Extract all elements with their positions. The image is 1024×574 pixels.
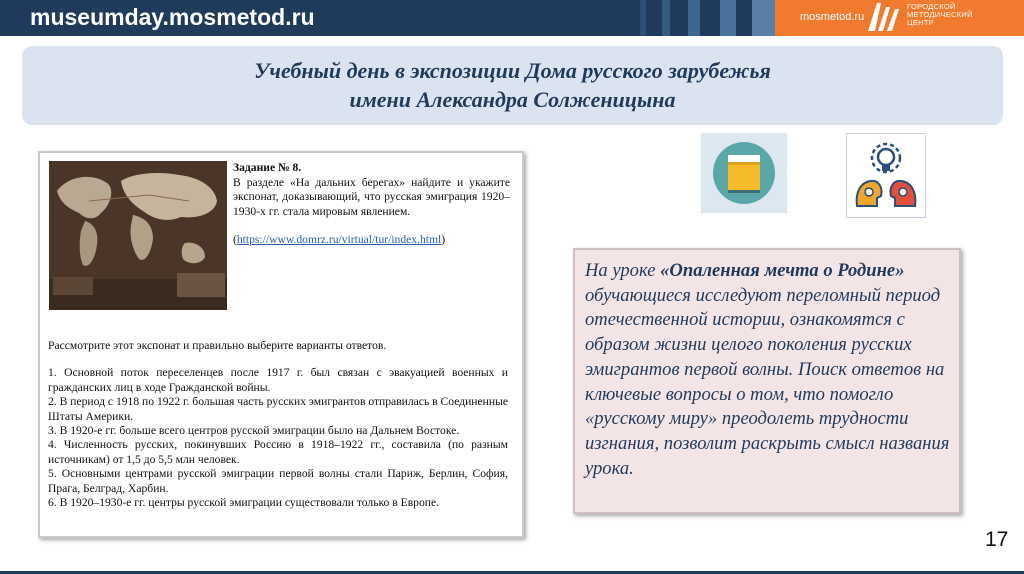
site-title[interactable]: museumday.mosmetod.ru <box>30 4 315 30</box>
question-list <box>48 339 508 510</box>
lesson-note-box <box>573 248 961 514</box>
book-icon <box>701 133 787 213</box>
mosmetod-link[interactable]: mosmetod.ru <box>800 11 865 23</box>
task-body: В разделе «На дальних берегах» найдите и укажите экспонат, доказывающий, что русская эмиграция 1920–1930-х гг. стала мировым явлением. <box>233 175 510 218</box>
lesson-name: «Опаленная мечта о Родине» <box>660 260 905 281</box>
title-banner <box>22 46 1003 125</box>
task-heading: Задание № 8. <box>233 161 302 174</box>
lightbulb-heads-icon <box>846 133 926 218</box>
logo-caption: ГОРОДСКОЙ МЕТОДИЧЕСКИЙ ЦЕНТР <box>907 2 973 27</box>
question-lead: Рассмотрите этот экспонат и правильно выберите варианты ответов. <box>48 339 387 352</box>
domrz-link[interactable]: https://www.domrz.ru/virtual/tur/index.html <box>236 233 442 247</box>
mosmetod-logo-icon <box>868 3 902 31</box>
task-link-line: (https://www.domrz.ru/virtual/tur/index.html) <box>233 233 446 247</box>
list-item: 6. В 1920–1930-е гг. центры русской эмиграции существовали только в Европе. <box>48 496 440 510</box>
slide-title: Учебный день в экспозиции Дома русского зарубежья имени Александра Солженицына <box>254 58 771 112</box>
list-item: 2. В период с 1918 по 1922 г. большая часть русских эмигрантов отправилась в Соединенные Штаты Америки. <box>48 395 508 423</box>
list-item: 3. В 1920-е гг. больше всего центров русской эмиграции было на Дальнем Востоке. <box>48 424 460 438</box>
lesson-note-text: На уроке «Опаленная мечта о Родине» обучающиеся исследуют переломный период отечественной истории, ознакомятся с образом жизни целого поколения русских эмигрантов первой волны. Поиск ответов на ключевые вопросы о том, что помогло «русскому миру» преодолеть трудности изгнания, позволит раскрыть смысл названия урока. <box>585 260 950 479</box>
list-item: 4. Численность русских, покинувших Россию в 1918–1922 гг., составила (по разным источникам) от 1,5 до 5,5 млн человек. <box>48 438 508 466</box>
list-item: 1. Основной поток переселенцев после 1917 г. был связан с эвакуацией военных и гражданских лиц в ходе Гражданской войны. <box>48 366 508 394</box>
list-item: 5. Основными центрами русской эмиграции первой волны стали Париж, Берлин, София, Прага, Белград, Харбин. <box>48 467 508 495</box>
page-number: 17 <box>985 528 1009 551</box>
task-text <box>233 161 510 248</box>
decorative-stripes <box>640 0 780 36</box>
world-map-exhibit-image <box>49 161 227 310</box>
top-bar <box>0 0 1024 36</box>
